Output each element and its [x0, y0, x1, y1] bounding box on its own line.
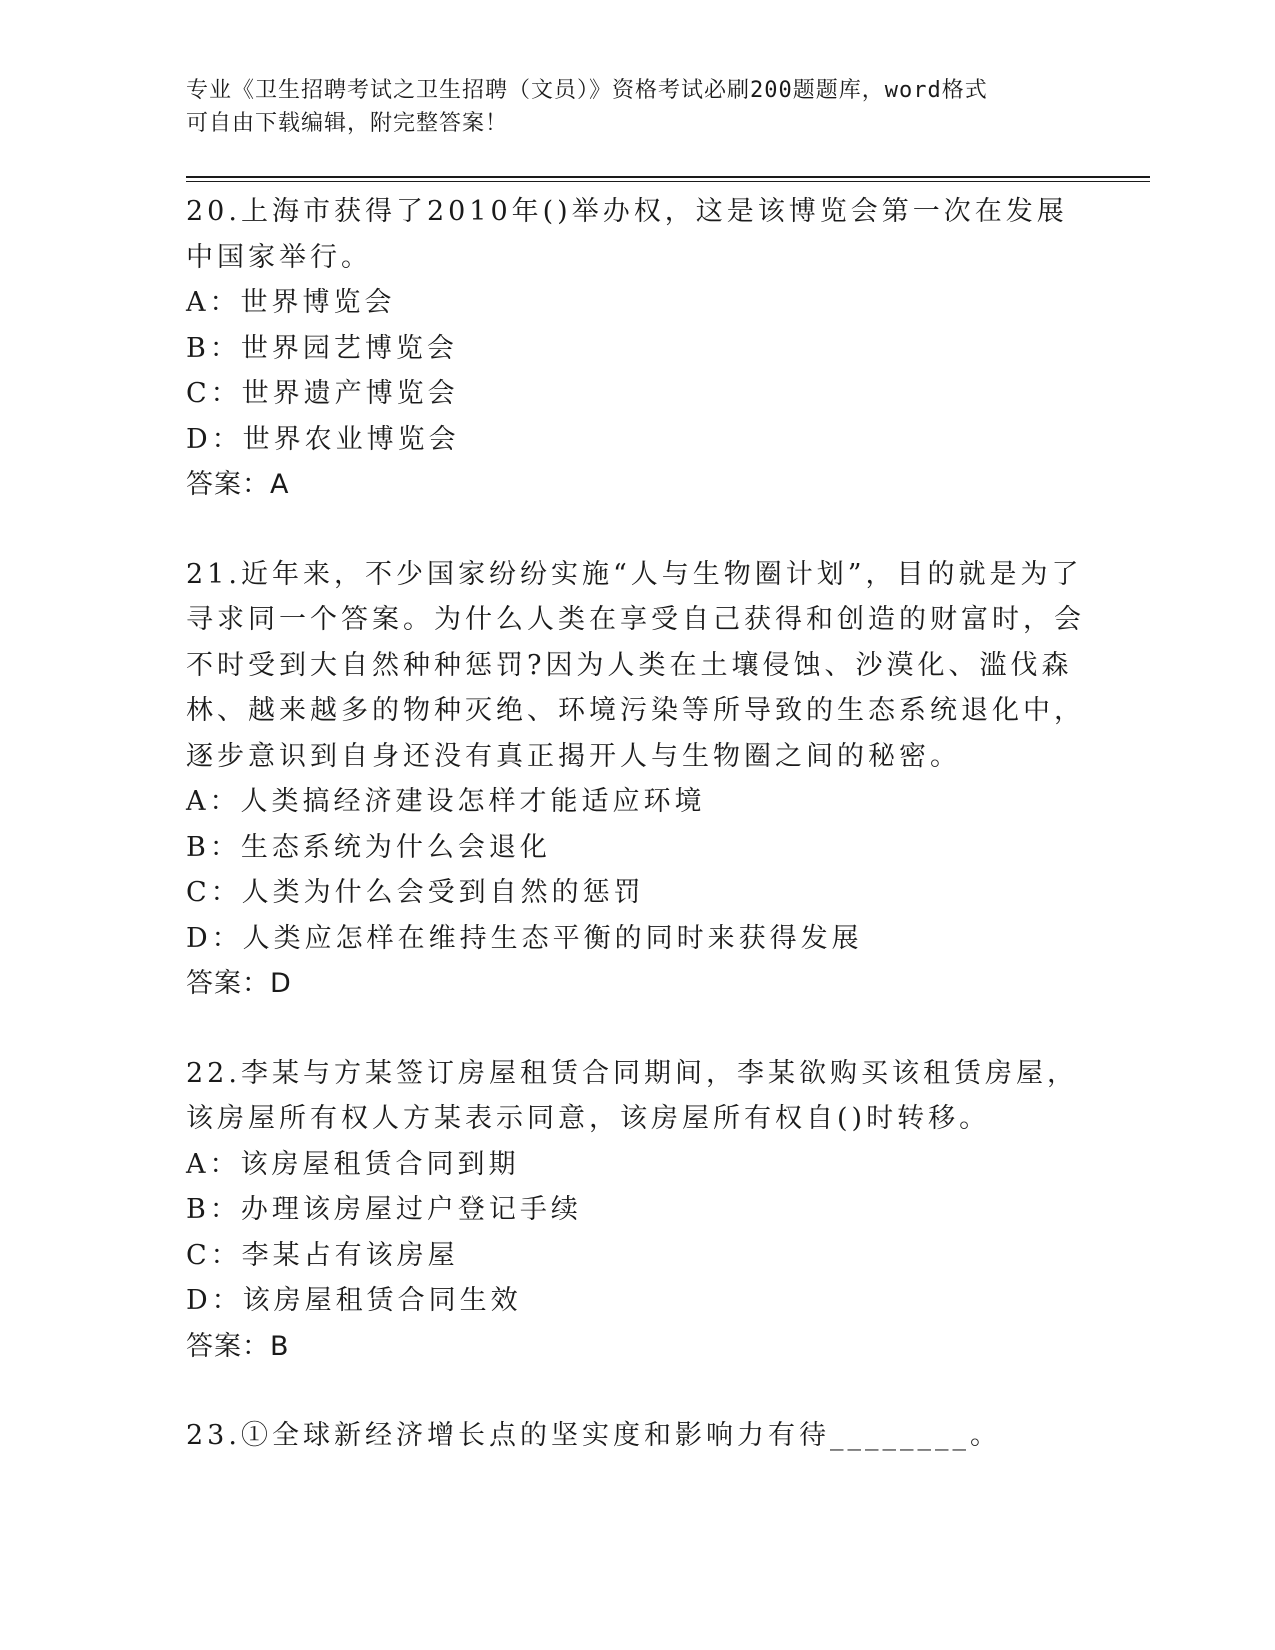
option-a: A：世界博览会 [186, 287, 396, 318]
option-list [186, 280, 1086, 462]
header-line-1: 专业《卫生招聘考试之卫生招聘（文员）》资格考试必刷200题题库，word格式 [186, 78, 988, 103]
question-list [186, 189, 1086, 1503]
question-22 [186, 1051, 1086, 1370]
answer-line: 答案：A [186, 469, 290, 500]
question-stem: 20.上海市获得了2010年()举办权，这是该博览会第一次在发展中国家举行。 [186, 196, 1068, 273]
option-b: B：世界园艺博览会 [186, 332, 458, 364]
question-stem: 22.李某与方某签订房屋租赁合同期间，李某欲购买该租赁房屋，该房屋所有权人方某表示同意，该房屋所有权自()时转移。 [186, 1057, 1078, 1134]
option-d: D：人类应怎样在维持生态平衡的同时来获得发展 [186, 922, 863, 954]
header-divider-thin [186, 181, 1150, 182]
question-20 [186, 189, 1086, 508]
option-c: C：世界遗产博览会 [186, 378, 459, 409]
option-c: C：李某占有该房屋 [186, 1239, 459, 1271]
option-list [186, 1142, 1086, 1324]
header-divider-thick [186, 176, 1150, 178]
option-d: D：世界农业博览会 [186, 423, 460, 455]
option-d: D：该房屋租赁合同生效 [186, 1285, 522, 1316]
option-a: A：该房屋租赁合同到期 [186, 1148, 520, 1180]
document-header [186, 74, 1066, 140]
question-stem: 23.①全球新经济增长点的坚实度和影响力有待________。 [186, 1420, 1001, 1451]
question-21 [186, 552, 1086, 1007]
answer-line: 答案：B [186, 1330, 290, 1362]
option-list [186, 779, 1086, 961]
option-b: B：办理该房屋过户登记手续 [186, 1194, 582, 1225]
option-c: C：人类为什么会受到自然的惩罚 [186, 877, 645, 908]
answer-line: 答案：D [186, 968, 292, 999]
option-a: A：人类搞经济建设怎样才能适应环境 [186, 786, 706, 817]
question-23 [186, 1413, 1086, 1459]
option-b: B：生态系统为什么会退化 [186, 831, 551, 863]
header-line-2: 可自由下载编辑，附完整答案！ [186, 111, 509, 136]
question-stem: 21.近年来，不少国家纷纷实施“人与生物圈计划”，目的就是为了寻求同一个答案。为什么人类在享受自己获得和创造的财富时，会不时受到大自然种种惩罚?因为人类在土壤侵蚀、沙漠化、滥伐森林、越来越多的物种灭绝、环境污染等所导致的生态系统退化中，逐步意识到自身还没有真正揭开人与生物圈之间的秘密。 [186, 558, 1085, 772]
